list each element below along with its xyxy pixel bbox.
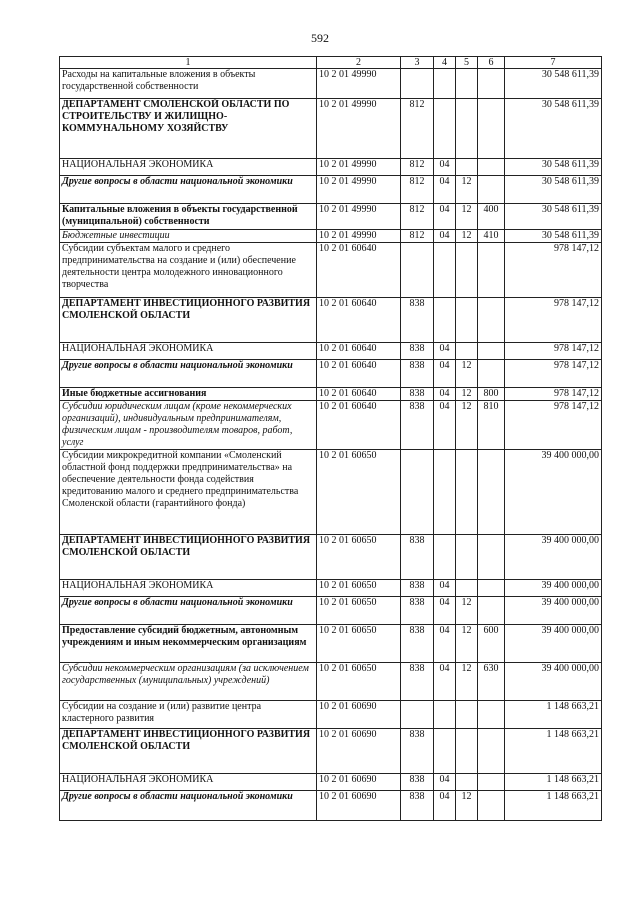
row-name: ДЕПАРТАМЕНТ СМОЛЕНСКОЙ ОБЛАСТИ ПО СТРОИТЕЛЬСТВУ И ЖИЛИЩНО-КОММУНАЛЬНОМУ ХОЗЯЙСТВУ bbox=[60, 99, 317, 159]
table-row bbox=[60, 663, 602, 701]
table-row bbox=[60, 597, 602, 625]
row-gov-code: 838 bbox=[401, 729, 434, 774]
row-amount: 39 400 000,00 bbox=[505, 597, 602, 625]
table-row bbox=[60, 580, 602, 597]
table-row bbox=[60, 701, 602, 729]
row-subsection: 12 bbox=[456, 401, 478, 450]
row-gov-code: 812 bbox=[401, 159, 434, 176]
row-amount: 1 148 663,21 bbox=[505, 701, 602, 729]
row-code: 10 2 01 60650 bbox=[317, 535, 401, 580]
row-gov-code: 812 bbox=[401, 176, 434, 204]
page-number: 592 bbox=[311, 31, 329, 45]
row-expense-type bbox=[478, 360, 505, 388]
row-expense-type bbox=[478, 450, 505, 535]
row-subsection bbox=[456, 774, 478, 791]
row-section bbox=[434, 450, 456, 535]
row-subsection: 12 bbox=[456, 360, 478, 388]
header-cell-4: 4 bbox=[434, 57, 456, 69]
row-amount: 978 147,12 bbox=[505, 298, 602, 343]
row-expense-type bbox=[478, 729, 505, 774]
row-amount: 978 147,12 bbox=[505, 243, 602, 298]
table-row bbox=[60, 360, 602, 388]
row-subsection: 12 bbox=[456, 204, 478, 230]
row-subsection bbox=[456, 729, 478, 774]
header-cell-1: 1 bbox=[60, 57, 317, 69]
row-code: 10 2 01 60650 bbox=[317, 663, 401, 701]
row-gov-code: 838 bbox=[401, 625, 434, 663]
row-expense-type bbox=[478, 69, 505, 99]
row-gov-code: 812 bbox=[401, 99, 434, 159]
row-subsection: 12 bbox=[456, 791, 478, 821]
row-name: ДЕПАРТАМЕНТ ИНВЕСТИЦИОННОГО РАЗВИТИЯ СМОЛЕНСКОЙ ОБЛАСТИ bbox=[60, 535, 317, 580]
row-section: 04 bbox=[434, 580, 456, 597]
row-expense-type bbox=[478, 298, 505, 343]
row-expense-type bbox=[478, 580, 505, 597]
row-code: 10 2 01 60650 bbox=[317, 597, 401, 625]
row-gov-code bbox=[401, 69, 434, 99]
row-amount: 30 548 611,39 bbox=[505, 230, 602, 243]
table-row bbox=[60, 69, 602, 99]
row-section: 04 bbox=[434, 230, 456, 243]
row-name: Субсидии микрокредитной компании «Смоленский областной фонд поддержки предпринимательства» на обеспечение деятельности фонда содействия кредитованию малого и среднего предпринимательства Смоленской области (гарантийного фонда) bbox=[60, 450, 317, 535]
row-gov-code: 838 bbox=[401, 663, 434, 701]
header-cell-3: 3 bbox=[401, 57, 434, 69]
row-name: Субсидии субъектам малого и среднего предпринимательства на создание и (или) обеспечение деятельности центра молодежного инновационного творчества bbox=[60, 243, 317, 298]
row-expense-type: 600 bbox=[478, 625, 505, 663]
row-amount: 1 148 663,21 bbox=[505, 791, 602, 821]
row-gov-code: 838 bbox=[401, 580, 434, 597]
row-section: 04 bbox=[434, 204, 456, 230]
row-subsection bbox=[456, 159, 478, 176]
row-name: ДЕПАРТАМЕНТ ИНВЕСТИЦИОННОГО РАЗВИТИЯ СМОЛЕНСКОЙ ОБЛАСТИ bbox=[60, 298, 317, 343]
table-row bbox=[60, 99, 602, 159]
row-expense-type: 400 bbox=[478, 204, 505, 230]
row-amount: 39 400 000,00 bbox=[505, 663, 602, 701]
row-code: 10 2 01 49990 bbox=[317, 176, 401, 204]
row-gov-code: 838 bbox=[401, 774, 434, 791]
row-name: Расходы на капитальные вложения в объекты государственной собственности bbox=[60, 69, 317, 99]
row-code: 10 2 01 60640 bbox=[317, 388, 401, 401]
row-section bbox=[434, 99, 456, 159]
row-expense-type bbox=[478, 774, 505, 791]
row-code: 10 2 01 60640 bbox=[317, 401, 401, 450]
row-gov-code: 812 bbox=[401, 204, 434, 230]
row-expense-type: 630 bbox=[478, 663, 505, 701]
row-section: 04 bbox=[434, 176, 456, 204]
row-code: 10 2 01 60690 bbox=[317, 774, 401, 791]
row-amount: 978 147,12 bbox=[505, 343, 602, 360]
row-gov-code: 838 bbox=[401, 343, 434, 360]
row-gov-code: 838 bbox=[401, 298, 434, 343]
table-row bbox=[60, 774, 602, 791]
row-subsection: 12 bbox=[456, 230, 478, 243]
row-name: Субсидии юридическим лицам (кроме некоммерческих организаций), индивидуальным предпринимателям, физическим лицам - производителям товаров, работ, услуг bbox=[60, 401, 317, 450]
row-gov-code: 812 bbox=[401, 230, 434, 243]
row-expense-type bbox=[478, 597, 505, 625]
row-code: 10 2 01 60690 bbox=[317, 791, 401, 821]
row-name: НАЦИОНАЛЬНАЯ ЭКОНОМИКА bbox=[60, 580, 317, 597]
row-name: Иные бюджетные ассигнования bbox=[60, 388, 317, 401]
row-subsection: 12 bbox=[456, 663, 478, 701]
row-subsection bbox=[456, 580, 478, 597]
row-section bbox=[434, 535, 456, 580]
table-row bbox=[60, 159, 602, 176]
row-expense-type: 410 bbox=[478, 230, 505, 243]
row-amount: 39 400 000,00 bbox=[505, 580, 602, 597]
row-name: Другие вопросы в области национальной экономики bbox=[60, 597, 317, 625]
row-section: 04 bbox=[434, 388, 456, 401]
row-section: 04 bbox=[434, 343, 456, 360]
row-code: 10 2 01 49990 bbox=[317, 69, 401, 99]
row-expense-type bbox=[478, 535, 505, 580]
table-row bbox=[60, 729, 602, 774]
row-name: Субсидии некоммерческим организациям (за исключением государственных (муниципальных) учреждений) bbox=[60, 663, 317, 701]
row-name: Другие вопросы в области национальной экономики bbox=[60, 360, 317, 388]
row-code: 10 2 01 49990 bbox=[317, 99, 401, 159]
row-subsection: 12 bbox=[456, 597, 478, 625]
row-code: 10 2 01 60690 bbox=[317, 729, 401, 774]
row-amount: 1 148 663,21 bbox=[505, 774, 602, 791]
header-cell-6: 6 bbox=[478, 57, 505, 69]
table-row bbox=[60, 243, 602, 298]
header-row bbox=[60, 57, 602, 69]
table-row bbox=[60, 401, 602, 450]
row-subsection: 12 bbox=[456, 388, 478, 401]
row-amount: 30 548 611,39 bbox=[505, 176, 602, 204]
row-amount: 30 548 611,39 bbox=[505, 204, 602, 230]
row-gov-code: 838 bbox=[401, 401, 434, 450]
row-section: 04 bbox=[434, 159, 456, 176]
row-amount: 39 400 000,00 bbox=[505, 625, 602, 663]
row-gov-code bbox=[401, 701, 434, 729]
row-gov-code bbox=[401, 243, 434, 298]
row-section: 04 bbox=[434, 597, 456, 625]
row-expense-type bbox=[478, 791, 505, 821]
row-name: Другие вопросы в области национальной экономики bbox=[60, 791, 317, 821]
row-amount: 978 147,12 bbox=[505, 401, 602, 450]
row-code: 10 2 01 60640 bbox=[317, 360, 401, 388]
row-expense-type bbox=[478, 243, 505, 298]
row-expense-type: 800 bbox=[478, 388, 505, 401]
row-section bbox=[434, 69, 456, 99]
row-subsection bbox=[456, 701, 478, 729]
row-subsection bbox=[456, 69, 478, 99]
row-name: Бюджетные инвестиции bbox=[60, 230, 317, 243]
table-row bbox=[60, 625, 602, 663]
table-row bbox=[60, 535, 602, 580]
row-subsection bbox=[456, 243, 478, 298]
row-name: Капитальные вложения в объекты государственной (муниципальной) собственности bbox=[60, 204, 317, 230]
row-name: НАЦИОНАЛЬНАЯ ЭКОНОМИКА bbox=[60, 343, 317, 360]
row-section bbox=[434, 729, 456, 774]
row-gov-code: 838 bbox=[401, 535, 434, 580]
header-cell-2: 2 bbox=[317, 57, 401, 69]
row-gov-code: 838 bbox=[401, 388, 434, 401]
header-cell-5: 5 bbox=[456, 57, 478, 69]
row-section bbox=[434, 298, 456, 343]
row-subsection bbox=[456, 343, 478, 360]
row-amount: 30 548 611,39 bbox=[505, 69, 602, 99]
row-section bbox=[434, 701, 456, 729]
row-amount: 30 548 611,39 bbox=[505, 99, 602, 159]
row-amount: 978 147,12 bbox=[505, 360, 602, 388]
row-name: Другие вопросы в области национальной экономики bbox=[60, 176, 317, 204]
row-code: 10 2 01 60650 bbox=[317, 625, 401, 663]
row-expense-type bbox=[478, 343, 505, 360]
row-section bbox=[434, 243, 456, 298]
row-expense-type bbox=[478, 159, 505, 176]
row-expense-type bbox=[478, 701, 505, 729]
row-code: 10 2 01 60640 bbox=[317, 298, 401, 343]
row-expense-type: 810 bbox=[478, 401, 505, 450]
table-row bbox=[60, 204, 602, 230]
row-section: 04 bbox=[434, 791, 456, 821]
row-expense-type bbox=[478, 176, 505, 204]
row-code: 10 2 01 60690 bbox=[317, 701, 401, 729]
row-amount: 978 147,12 bbox=[505, 388, 602, 401]
table-body bbox=[60, 69, 602, 821]
row-code: 10 2 01 60650 bbox=[317, 580, 401, 597]
row-name: НАЦИОНАЛЬНАЯ ЭКОНОМИКА bbox=[60, 774, 317, 791]
row-code: 10 2 01 49990 bbox=[317, 159, 401, 176]
row-section: 04 bbox=[434, 625, 456, 663]
row-name: ДЕПАРТАМЕНТ ИНВЕСТИЦИОННОГО РАЗВИТИЯ СМОЛЕНСКОЙ ОБЛАСТИ bbox=[60, 729, 317, 774]
row-subsection: 12 bbox=[456, 176, 478, 204]
table-row bbox=[60, 388, 602, 401]
row-code: 10 2 01 60650 bbox=[317, 450, 401, 535]
row-name: Субсидии на создание и (или) развитие центра кластерного развития bbox=[60, 701, 317, 729]
row-subsection bbox=[456, 298, 478, 343]
row-name: НАЦИОНАЛЬНАЯ ЭКОНОМИКА bbox=[60, 159, 317, 176]
row-subsection bbox=[456, 535, 478, 580]
row-section: 04 bbox=[434, 401, 456, 450]
table-row bbox=[60, 298, 602, 343]
row-subsection bbox=[456, 450, 478, 535]
row-amount: 39 400 000,00 bbox=[505, 535, 602, 580]
row-subsection bbox=[456, 99, 478, 159]
row-section: 04 bbox=[434, 774, 456, 791]
row-expense-type bbox=[478, 99, 505, 159]
row-section: 04 bbox=[434, 360, 456, 388]
row-amount: 1 148 663,21 bbox=[505, 729, 602, 774]
row-subsection: 12 bbox=[456, 625, 478, 663]
row-amount: 30 548 611,39 bbox=[505, 159, 602, 176]
table-row bbox=[60, 450, 602, 535]
row-section: 04 bbox=[434, 663, 456, 701]
row-gov-code: 838 bbox=[401, 360, 434, 388]
table-row bbox=[60, 791, 602, 821]
row-code: 10 2 01 49990 bbox=[317, 204, 401, 230]
row-gov-code: 838 bbox=[401, 791, 434, 821]
row-code: 10 2 01 60640 bbox=[317, 243, 401, 298]
table-row bbox=[60, 176, 602, 204]
header-cell-7: 7 bbox=[505, 57, 602, 69]
row-gov-code bbox=[401, 450, 434, 535]
row-code: 10 2 01 60640 bbox=[317, 343, 401, 360]
row-code: 10 2 01 49990 bbox=[317, 230, 401, 243]
row-amount: 39 400 000,00 bbox=[505, 450, 602, 535]
row-gov-code: 838 bbox=[401, 597, 434, 625]
table-row bbox=[60, 343, 602, 360]
budget-table bbox=[59, 56, 602, 821]
table-row bbox=[60, 230, 602, 243]
row-name: Предоставление субсидий бюджетным, автономным учреждениям и иным некоммерческим организациям bbox=[60, 625, 317, 663]
